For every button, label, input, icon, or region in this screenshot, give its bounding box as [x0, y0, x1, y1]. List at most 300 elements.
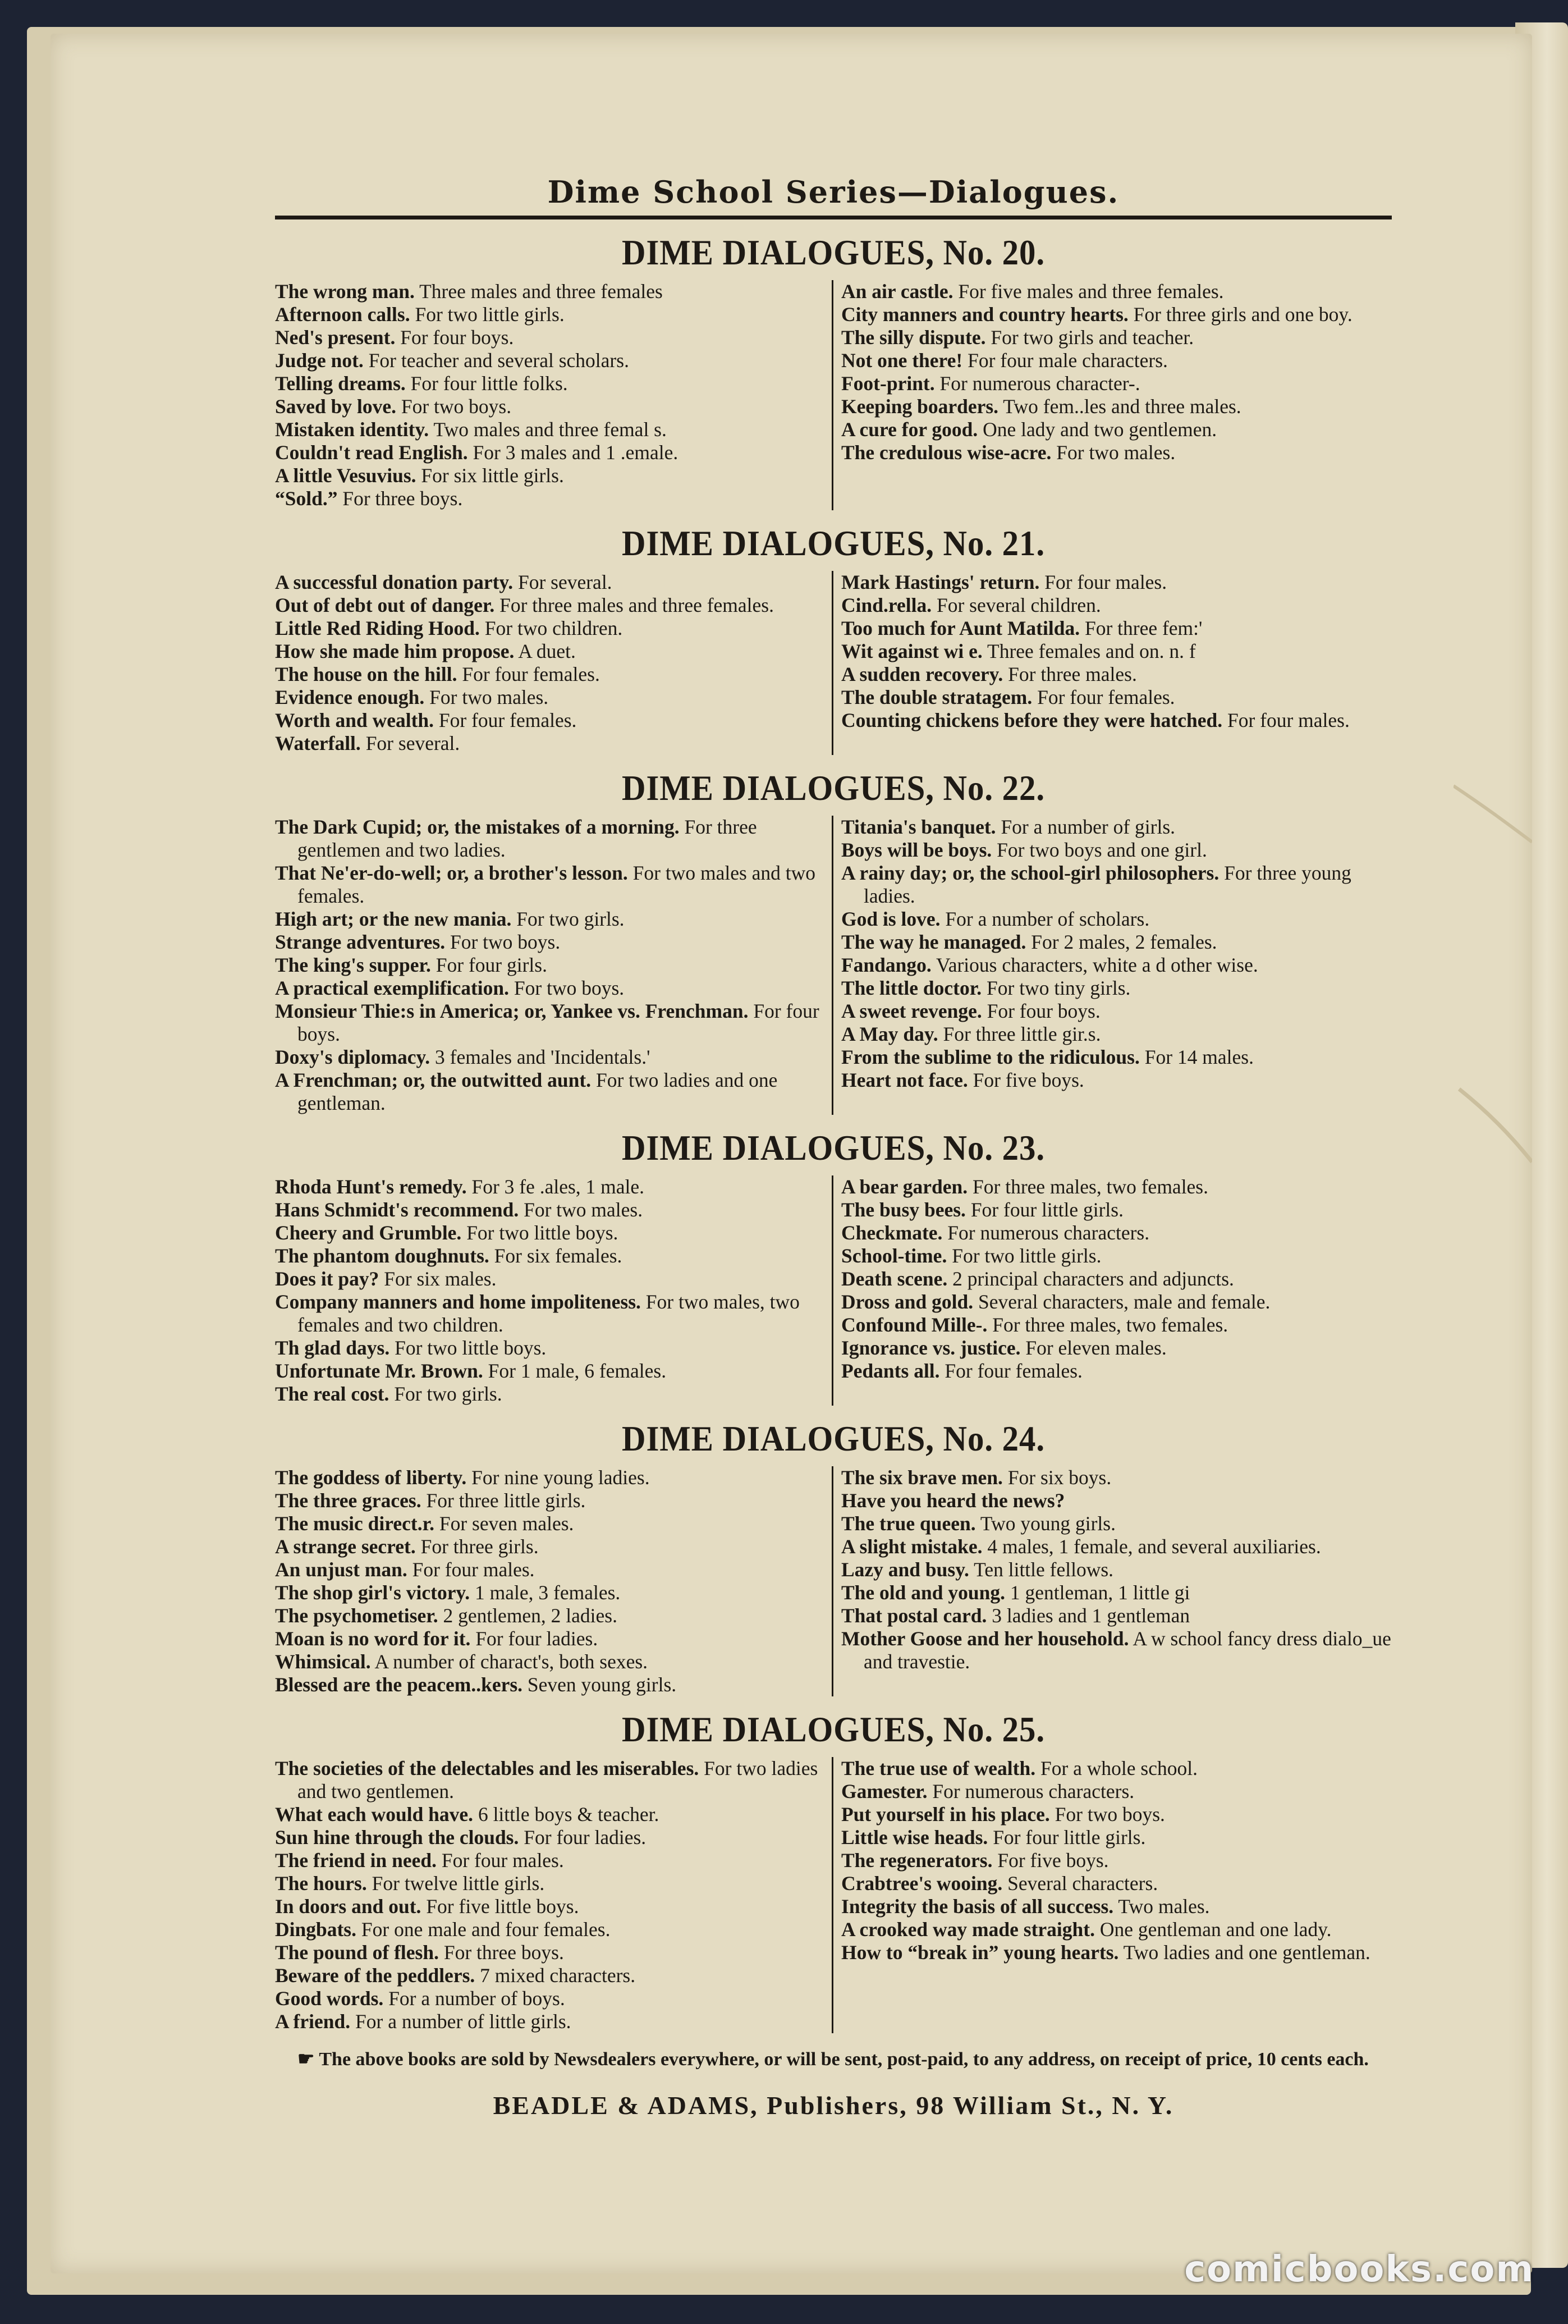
dialogue-entry — [841, 1000, 1392, 1023]
entry-cast: For two boys and one girl. — [997, 839, 1207, 861]
dialogue-entry — [275, 1046, 824, 1069]
entry-title: A bear garden. — [841, 1175, 968, 1198]
entry-cast: For four ladies. — [475, 1627, 598, 1650]
entry-cast: For teacher and several scholars. — [368, 349, 629, 372]
entry-cast: For three males. — [1008, 663, 1137, 685]
entry-cast: For several. — [365, 732, 460, 754]
entry-title: How to “break in” young hearts. — [841, 1941, 1119, 1964]
entry-cast: Two males and three femal s. — [433, 418, 667, 441]
entry-cast: For six boys. — [1007, 1466, 1112, 1489]
dialogue-entry — [275, 349, 824, 372]
dialogue-sections — [275, 232, 1392, 2033]
entry-cast: Two ladies and one gentleman. — [1123, 1941, 1370, 1964]
dialogue-entry — [841, 1512, 1392, 1535]
entry-title: The psychometiser. — [275, 1604, 438, 1627]
entry-title: The king's supper. — [275, 954, 431, 976]
entry-title: The phantom doughnuts. — [275, 1245, 489, 1267]
entry-cast: 6 little boys & teacher. — [478, 1803, 659, 1826]
dialogue-entry — [841, 1918, 1392, 1941]
sales-notice — [275, 2048, 1392, 2071]
entry-cast: For a number of little girls. — [355, 2010, 571, 2033]
dialogue-entry — [841, 617, 1392, 640]
entry-title: The Dark Cupid; or, the mistakes of a morning. — [275, 816, 680, 838]
right-column — [833, 571, 1392, 755]
entry-cast: For 1 male, 6 females. — [488, 1360, 667, 1382]
publisher-line: BEADLE & ADAMS, Publishers, 98 William St., N. Y. — [493, 2091, 1174, 2120]
dialogue-entry — [841, 709, 1392, 732]
dialogue-section — [275, 767, 1392, 1115]
section-title: DIME DIALOGUES, No. 25. — [622, 1709, 1045, 1749]
dialogue-entry — [841, 686, 1392, 709]
dialogue-entry — [841, 349, 1392, 372]
entry-title: Wit against wi e. — [841, 640, 983, 662]
entry-cast: For five little boys. — [426, 1895, 579, 1918]
entry-cast: For four males. — [1044, 571, 1167, 593]
dialogue-entry — [275, 1627, 824, 1650]
dialogue-entry — [841, 1222, 1392, 1245]
entry-cast: 4 males, 1 female, and several auxiliaries. — [987, 1535, 1321, 1558]
entry-title: The little doctor. — [841, 977, 982, 999]
entry-title: A cure for good. — [841, 418, 978, 441]
dialogue-entry — [841, 908, 1392, 931]
dialogue-entry — [841, 977, 1392, 1000]
entry-cast: For five boys. — [997, 1849, 1109, 1872]
entry-cast: For three little gir.s. — [943, 1023, 1101, 1045]
entry-title: A Frenchman; or, the outwitted aunt. — [275, 1069, 592, 1091]
entry-title: A sweet revenge. — [841, 1000, 982, 1022]
entry-cast: For two males, two females and two children. — [297, 1291, 800, 1336]
dialogue-entry — [275, 1383, 824, 1406]
entry-cast: For four male characters. — [968, 349, 1168, 372]
right-column — [833, 280, 1392, 510]
right-column — [833, 816, 1392, 1115]
dialogue-entry — [275, 487, 824, 510]
entry-title: City manners and country hearts. — [841, 303, 1129, 326]
entry-title: The shop girl's victory. — [275, 1581, 470, 1604]
dialogue-entry — [275, 862, 824, 908]
entry-title: Doxy's diplomacy. — [275, 1046, 430, 1068]
dialogue-section — [275, 523, 1392, 755]
entry-title: The credulous wise-acre. — [841, 441, 1052, 464]
entry-cast: For three males and three females. — [499, 594, 774, 616]
entry-title: Cheery and Grumble. — [275, 1222, 462, 1244]
entry-title: Titania's banquet. — [841, 816, 996, 838]
left-column — [275, 1175, 833, 1406]
section-columns — [275, 571, 1392, 755]
entry-cast: For four males. — [441, 1849, 564, 1872]
entry-title: Ignorance vs. justice. — [841, 1337, 1021, 1359]
entry-cast: For two little boys. — [395, 1337, 547, 1359]
entry-cast: For four females. — [945, 1360, 1083, 1382]
dialogue-entry — [275, 1757, 824, 1803]
entry-title: An unjust man. — [275, 1558, 407, 1581]
dialogue-entry — [841, 1581, 1392, 1604]
entry-title: Mark Hastings' return. — [841, 571, 1040, 593]
dialogue-entry — [275, 326, 824, 349]
entry-title: Pedants all. — [841, 1360, 940, 1382]
entry-title: Unfortunate Mr. Brown. — [275, 1360, 483, 1382]
entry-cast: For numerous characters. — [947, 1222, 1150, 1244]
entry-title: That Ne'er-do-well; or, a brother's lesson. — [275, 862, 628, 884]
entry-title: The busy bees. — [841, 1198, 966, 1221]
entry-cast: For a number of scholars. — [945, 908, 1150, 930]
entry-cast: For nine young ladies. — [471, 1466, 650, 1489]
entry-title: Little Red Riding Hood. — [275, 617, 480, 639]
entry-title: Heart not face. — [841, 1069, 968, 1091]
entry-cast: For four little girls. — [970, 1198, 1124, 1221]
entry-title: Boys will be boys. — [841, 839, 992, 861]
entry-title: Does it pay? — [275, 1268, 379, 1290]
entry-cast: For two males and two females. — [297, 862, 816, 907]
dialogue-entry — [841, 1268, 1392, 1291]
entry-cast: For three young ladies. — [864, 862, 1351, 907]
entry-cast: For 2 males, 2 females. — [1031, 931, 1217, 953]
entry-title: Out of debt out of danger. — [275, 594, 495, 616]
dialogue-entry — [841, 303, 1392, 326]
dialogue-entry — [841, 395, 1392, 418]
dialogue-entry — [841, 1337, 1392, 1360]
right-column — [833, 1175, 1392, 1406]
entry-title: A rainy day; or, the school-girl philosophers. — [841, 862, 1219, 884]
dialogue-entry — [275, 1964, 824, 1987]
dialogue-entry — [275, 709, 824, 732]
entry-title: Judge not. — [275, 349, 364, 372]
entry-title: Death scene. — [841, 1268, 948, 1290]
entry-cast: For 3 males and 1 .emale. — [473, 441, 678, 464]
dialogue-entry — [275, 1268, 824, 1291]
entry-title: Saved by love. — [275, 395, 396, 418]
entry-title: A little Vesuvius. — [275, 464, 416, 487]
entry-cast: For two girls and teacher. — [991, 326, 1194, 349]
dialogue-entry — [841, 1780, 1392, 1803]
entry-cast: A duet. — [518, 640, 576, 662]
dialogue-entry — [841, 1360, 1392, 1383]
entry-title: Dross and gold. — [841, 1291, 974, 1313]
entry-title: Foot-print. — [841, 372, 935, 395]
entry-cast: For two tiny girls. — [987, 977, 1131, 999]
dialogue-entry — [841, 1604, 1392, 1627]
entry-title: Th glad days. — [275, 1337, 390, 1359]
entry-cast: For 14 males. — [1144, 1046, 1254, 1068]
entry-cast: For two males. — [429, 686, 549, 708]
entry-title: Little wise heads. — [841, 1826, 988, 1849]
dialogue-entry — [841, 1849, 1392, 1872]
section-columns — [275, 1757, 1392, 2033]
entry-cast: For two ladies and two gentlemen. — [297, 1757, 818, 1803]
entry-title: Integrity the basis of all success. — [841, 1895, 1114, 1918]
entry-title: A friend. — [275, 2010, 351, 2033]
dialogue-entry — [841, 816, 1392, 839]
dialogue-entry — [841, 418, 1392, 441]
left-column — [275, 280, 833, 510]
dialogue-entry — [841, 663, 1392, 686]
entry-cast: 2 principal characters and adjuncts. — [952, 1268, 1234, 1290]
entry-title: How she made him propose. — [275, 640, 515, 662]
entry-title: The pound of flesh. — [275, 1941, 439, 1964]
dialogue-entry — [275, 594, 824, 617]
entry-title: The three graces. — [275, 1489, 421, 1512]
dialogue-entry — [275, 418, 824, 441]
entry-cast: For four little girls. — [993, 1826, 1146, 1849]
dialogue-entry — [275, 1941, 824, 1964]
dialogue-section — [275, 1418, 1392, 1696]
left-column — [275, 1466, 833, 1696]
entry-title: Whimsical. — [275, 1650, 371, 1673]
left-column — [275, 1757, 833, 2033]
entry-title: A crooked way made straight. — [841, 1918, 1095, 1941]
dialogue-entry — [841, 839, 1392, 862]
entry-cast: Two males. — [1118, 1895, 1210, 1918]
dialogue-section — [275, 1127, 1392, 1406]
entry-title: That postal card. — [841, 1604, 987, 1627]
entry-title: The hours. — [275, 1872, 367, 1895]
entry-cast: A w school fancy dress dialo_ue and travestie. — [864, 1627, 1391, 1673]
dialogue-entry — [275, 441, 824, 464]
entry-title: A sudden recovery. — [841, 663, 1003, 685]
dialogue-entry — [841, 441, 1392, 464]
entry-title: The goddess of liberty. — [275, 1466, 467, 1489]
right-column — [833, 1466, 1392, 1696]
entry-cast: For four ladies. — [524, 1826, 647, 1849]
entry-cast: For three little girls. — [426, 1489, 586, 1512]
dialogue-entry — [275, 280, 824, 303]
section-title: DIME DIALOGUES, No. 22. — [622, 768, 1045, 808]
dialogue-entry — [841, 1245, 1392, 1268]
entry-cast: For one male and four females. — [361, 1918, 611, 1941]
entry-title: Rhoda Hunt's remedy. — [275, 1175, 467, 1198]
dialogue-entry — [275, 1650, 824, 1673]
entry-cast: For two little girls. — [415, 303, 565, 326]
dialogue-entry — [275, 1489, 824, 1512]
entry-cast: For three fem:' — [1084, 617, 1203, 639]
entry-cast: Ten little fellows. — [974, 1558, 1114, 1581]
entry-title: Cind.rella. — [841, 594, 932, 616]
dialogue-entry — [275, 1826, 824, 1849]
entry-cast: For four little folks. — [410, 372, 568, 395]
entry-cast: For two little boys. — [466, 1222, 618, 1244]
dialogue-entry — [275, 1069, 824, 1115]
dialogue-entry — [275, 1604, 824, 1627]
entry-title: A successful donation party. — [275, 571, 514, 593]
entry-title: The friend in need. — [275, 1849, 437, 1872]
dialogue-entry — [841, 1941, 1392, 1964]
dialogue-entry — [275, 1581, 824, 1604]
entry-cast: For two boys. — [401, 395, 512, 418]
entry-title: Waterfall. — [275, 732, 361, 754]
entry-cast: Three males and three females — [419, 280, 663, 303]
right-column — [833, 1757, 1392, 2033]
dialogue-entry — [275, 1360, 824, 1383]
dialogue-entry — [275, 1849, 824, 1872]
dialogue-section — [275, 232, 1392, 510]
entry-cast: For three girls. — [420, 1535, 539, 1558]
dialogue-entry — [841, 931, 1392, 954]
dialogue-entry — [275, 1466, 824, 1489]
entry-cast: One lady and two gentlemen. — [983, 418, 1217, 441]
dialogue-entry — [841, 954, 1392, 977]
section-title: DIME DIALOGUES, No. 20. — [622, 232, 1045, 272]
dialogue-entry — [275, 954, 824, 977]
section-title: DIME DIALOGUES, No. 23. — [622, 1128, 1045, 1168]
entry-cast: For three boys. — [443, 1941, 564, 1964]
entry-cast: 7 mixed characters. — [480, 1964, 636, 1987]
entry-cast: For three girls and one boy. — [1133, 303, 1352, 326]
entry-cast: For several children. — [936, 594, 1101, 616]
entry-title: The old and young. — [841, 1581, 1006, 1604]
entry-cast: For two ladies and one gentleman. — [297, 1069, 778, 1114]
dialogue-entry — [841, 1291, 1392, 1314]
entry-title: High art; or the new mania. — [275, 908, 512, 930]
entry-title: The true use of wealth. — [841, 1757, 1036, 1779]
section-title: DIME DIALOGUES, No. 21. — [622, 523, 1045, 563]
entry-cast: For seven males. — [439, 1512, 574, 1535]
entry-title: An air castle. — [841, 280, 953, 303]
dialogue-entry — [841, 1535, 1392, 1558]
entry-title: A slight mistake. — [841, 1535, 983, 1558]
dialogue-entry — [841, 326, 1392, 349]
entry-title: The regenerators. — [841, 1849, 993, 1872]
entry-cast: For six males. — [384, 1268, 497, 1290]
dialogue-entry — [275, 1535, 824, 1558]
dialogue-entry — [841, 1895, 1392, 1918]
entry-cast: For 3 fe .ales, 1 male. — [471, 1175, 645, 1198]
entry-cast: For five males and three females. — [958, 280, 1224, 303]
entry-title: God is love. — [841, 908, 941, 930]
dialogue-entry — [275, 1987, 824, 2010]
dialogue-entry — [275, 1872, 824, 1895]
dialogue-entry — [275, 1291, 824, 1337]
entry-title: Blessed are the peacem..kers. — [275, 1673, 523, 1696]
entry-title: Counting chickens before they were hatched. — [841, 709, 1223, 731]
entry-cast: For two boys. — [514, 977, 625, 999]
dialogue-entry — [275, 1222, 824, 1245]
dialogue-entry — [841, 1872, 1392, 1895]
dialogue-entry — [275, 816, 824, 862]
dialogue-entry — [841, 1826, 1392, 1849]
entry-title: Good words. — [275, 1987, 384, 2010]
notice-text: The above books are sold by Newsdealers everywhere, or will be sent, post-paid, to any address, on receipt of price, 10 cents each. — [319, 2049, 1369, 2070]
section-title: DIME DIALOGUES, No. 24. — [622, 1419, 1045, 1458]
entry-cast: For four males. — [412, 1558, 535, 1581]
dialogue-entry — [275, 1803, 824, 1826]
entry-title: Checkmate. — [841, 1222, 943, 1244]
entry-title: Monsieur Thie:s in America; or, Yankee vs. Frenchman. — [275, 1000, 749, 1022]
entry-title: Company manners and home impoliteness. — [275, 1291, 641, 1313]
entry-cast: For two males. — [1056, 441, 1176, 464]
entry-cast: Two fem..les and three males. — [1003, 395, 1241, 418]
entry-cast: Several characters, male and female. — [978, 1291, 1271, 1313]
dialogue-entry — [275, 617, 824, 640]
dialogue-entry — [841, 1046, 1392, 1069]
dialogue-entry — [275, 1175, 824, 1198]
section-columns — [275, 1466, 1392, 1696]
entry-title: The silly dispute. — [841, 326, 986, 349]
dialogue-entry — [841, 1803, 1392, 1826]
dialogue-entry — [841, 571, 1392, 594]
entry-cast: For a number of girls. — [1001, 816, 1176, 838]
entry-cast: For two boys. — [1054, 1803, 1165, 1826]
entry-title: Too much for Aunt Matilda. — [841, 617, 1080, 639]
entry-title: Keeping boarders. — [841, 395, 999, 418]
entry-cast: 3 females and 'Incidentals.' — [435, 1046, 650, 1068]
entry-cast: For numerous characters. — [932, 1780, 1135, 1803]
dialogue-section — [275, 1709, 1392, 2033]
entry-title: Couldn't read English. — [275, 441, 468, 464]
entry-title: Evidence enough. — [275, 686, 425, 708]
entry-cast: Seven young girls. — [527, 1673, 677, 1696]
entry-title: The house on the hill. — [275, 663, 457, 685]
dialogue-entry — [841, 1314, 1392, 1337]
dialogue-entry — [275, 2010, 824, 2033]
dialogue-entry — [275, 640, 824, 663]
entry-cast: For three males, two females. — [973, 1175, 1208, 1198]
entry-title: The double stratagem. — [841, 686, 1033, 708]
dialogue-entry — [841, 1069, 1392, 1092]
entry-cast: Several characters. — [1007, 1872, 1158, 1895]
dialogue-entry — [275, 1895, 824, 1918]
pointing-hand-icon: ☛ — [297, 2049, 315, 2070]
dialogue-entry — [275, 1337, 824, 1360]
entry-title: Fandango. — [841, 954, 932, 976]
dialogue-entry — [841, 372, 1392, 395]
entry-title: Crabtree's wooing. — [841, 1872, 1003, 1895]
dialogue-entry — [841, 1757, 1392, 1780]
entry-cast: For three males, two females. — [992, 1314, 1228, 1336]
dialogue-entry — [275, 1558, 824, 1581]
dialogue-entry — [275, 908, 824, 931]
entry-title: The societies of the delectables and les miserables. — [275, 1757, 699, 1779]
entry-cast: 1 male, 3 females. — [475, 1581, 621, 1604]
entry-cast: For three gentlemen and two ladies. — [297, 816, 757, 861]
dialogue-entry — [841, 594, 1392, 617]
entry-title: Worth and wealth. — [275, 709, 434, 731]
entry-title: The real cost. — [275, 1383, 389, 1405]
entry-cast: For two boys. — [450, 931, 561, 953]
entry-cast: For five boys. — [973, 1069, 1084, 1091]
entry-title: The wrong man. — [275, 280, 415, 303]
entry-cast: For a whole school. — [1040, 1757, 1198, 1779]
dialogue-entry — [841, 1198, 1392, 1222]
dialogue-entry — [275, 931, 824, 954]
dialogue-entry — [275, 303, 824, 326]
entry-title: The music direct.r. — [275, 1512, 434, 1535]
dialogue-entry — [841, 640, 1392, 663]
dialogue-entry — [841, 1175, 1392, 1198]
entry-cast: For a number of boys. — [388, 1987, 565, 2010]
entry-title: What each would have. — [275, 1803, 474, 1826]
dialogue-entry — [841, 1558, 1392, 1581]
binding-twine — [1454, 775, 1532, 1168]
dialogue-entry — [841, 1023, 1392, 1046]
dialogue-entry — [275, 977, 824, 1000]
dialogue-entry — [841, 1627, 1392, 1673]
entry-cast: For numerous character-. — [939, 372, 1140, 395]
dialogue-entry — [275, 663, 824, 686]
entry-cast: For four boys. — [400, 326, 514, 349]
dialogue-entry — [275, 1245, 824, 1268]
entry-title: Lazy and busy. — [841, 1558, 969, 1581]
entry-cast: One gentleman and one lady. — [1099, 1918, 1332, 1941]
section-columns — [275, 280, 1392, 510]
entry-title: Ned's present. — [275, 326, 396, 349]
entry-title: Beware of the peddlers. — [275, 1964, 475, 1987]
entry-title: Mistaken identity. — [275, 418, 429, 441]
entry-title: Have you heard the news? — [841, 1489, 1065, 1512]
dialogue-entry — [841, 862, 1392, 908]
left-column — [275, 816, 833, 1115]
entry-title: Dingbats. — [275, 1918, 356, 1941]
entry-cast: 2 gentlemen, 2 ladies. — [443, 1604, 617, 1627]
